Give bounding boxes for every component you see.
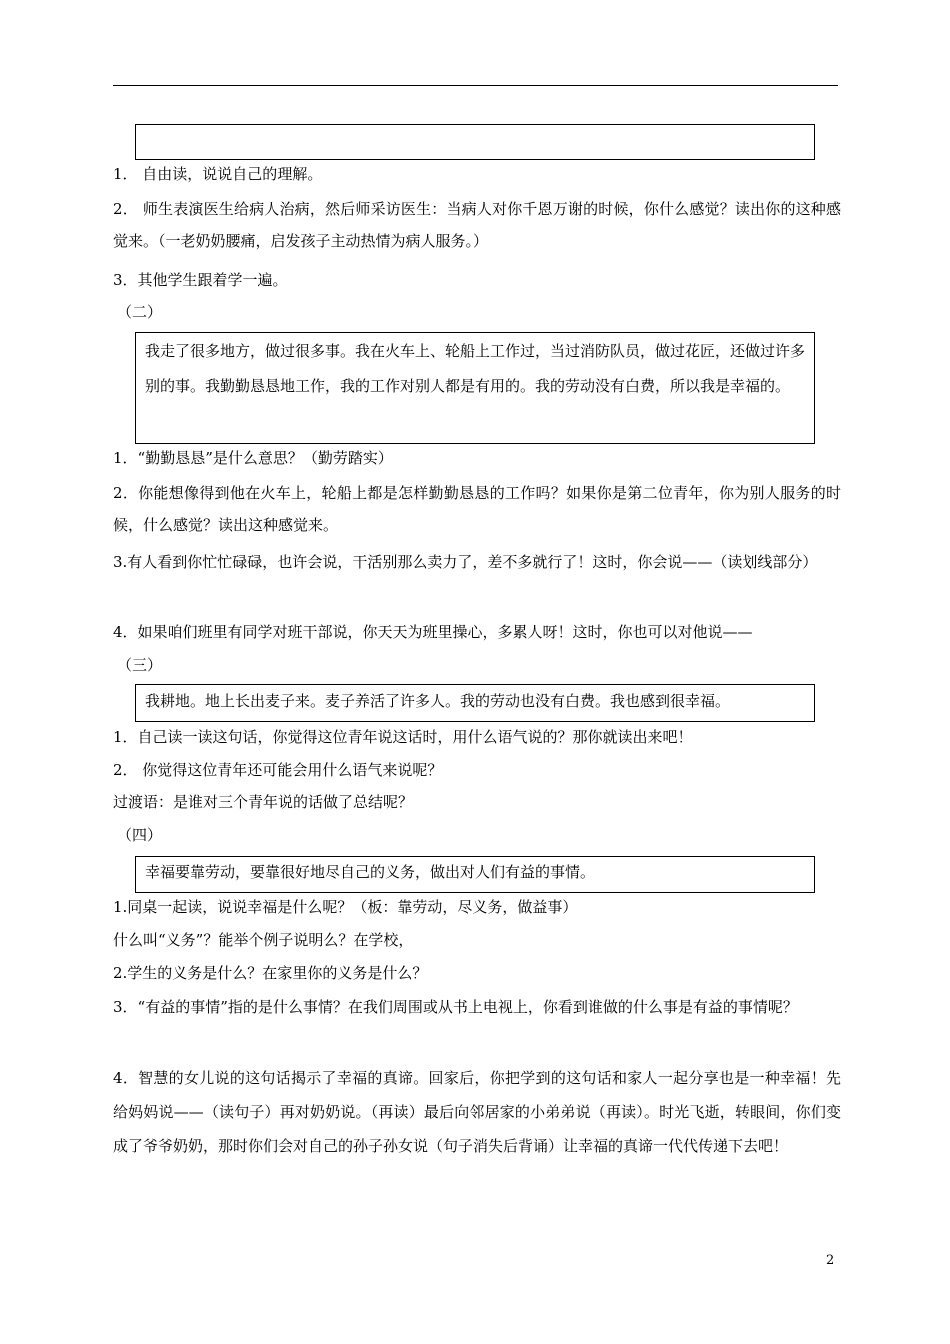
section3-item1: 1．自己读一读这句话，你觉得这位青年说这话时，用什么语气说的？那你就读出来吧！ — [113, 728, 693, 746]
section2-item4: 4．如果咱们班里有同学对班干部说，你天天为班里操心，多累人呀！这时，你也可以对他说—— — [113, 623, 753, 641]
section4-item1b: 什么叫“义务”？能举个例子说明么？在学校， — [113, 931, 414, 949]
section1-item1: 1． 自由读，说说自己的理解。 — [113, 165, 323, 183]
page-number: 2 — [826, 1253, 835, 1268]
empty-text-box — [135, 124, 815, 160]
section3-quote-text: 我耕地。地上长出麦子来。麦子养活了许多人。我的劳动也没有白费。我也感到很幸福。 — [145, 692, 731, 710]
section3-heading: （三） — [117, 656, 163, 674]
section3-transition: 过渡语：是谁对三个青年说的话做了总结呢？ — [113, 793, 414, 811]
section2-item1: 1．“勤勤恳恳”是什么意思？（勤劳踏实） — [113, 449, 393, 467]
section1-item2: 2． 师生表演医生给病人治病，然后师采访医生：当病人对你千恩万谢的时候，你什么感觉？读出你的这种感觉来。（一老奶奶腰痛，启发孩子主动热情为病人服务。） — [113, 200, 841, 250]
section4-item1: 1.同桌一起读，说说幸福是什么呢？（板：靠劳动，尽义务，做益事） — [113, 898, 578, 916]
section3-item2: 2． 你觉得这位青年还可能会用什么语气来说呢？ — [113, 761, 443, 779]
section4-item4: 4．智慧的女儿说的这句话揭示了幸福的真谛。回家后，你把学到的这句话和家人一起分享也是一种幸福！先给妈妈说——（读句子）再对奶奶说。（再读）最后向邻居家的小弟弟说（再读）。时光飞逝，转眼间，你们变成了爷爷奶奶，那时你们会对自己的孙子孙女说（句子消失后背诵）让幸福的真谛一代代传递下去吧！ — [113, 1069, 841, 1155]
section2-heading: （二） — [117, 303, 163, 321]
section4-quote-text: 幸福要靠劳动，要靠很好地尽自己的义务，做出对人们有益的事情。 — [145, 863, 596, 881]
section2-item2: 2．你能想像得到他在火车上，轮船上都是怎样勤勤恳恳的工作吗？如果你是第二位青年，你为别人服务的时候，什么感觉？读出这种感觉来。 — [113, 484, 841, 534]
section4-heading: （四） — [117, 826, 163, 844]
section2-quote-text: 我走了很多地方，做过很多事。我在火车上、轮船上工作过，当过消防队员，做过花匠，还做过许多别的事。我勤勤恳恳地工作，我的工作对别人都是有用的。我的劳动没有白费，所以我是幸福的。 — [145, 342, 806, 395]
section4-item2: 2.学生的义务是什么？在家里你的义务是什么？ — [113, 964, 428, 982]
section4-item3: 3．“有益的事情”指的是什么事情？在我们周围或从书上电视上，你看到谁做的什么事是有益的事情呢？ — [113, 998, 798, 1016]
section1-item3: 3．其他学生跟着学一遍。 — [113, 271, 288, 289]
header-rule — [113, 85, 838, 86]
section2-item3: 3.有人看到你忙忙碌碌，也许会说，干活别那么卖力了，差不多就行了！这时，你会说——（读划线部分） — [113, 553, 818, 571]
